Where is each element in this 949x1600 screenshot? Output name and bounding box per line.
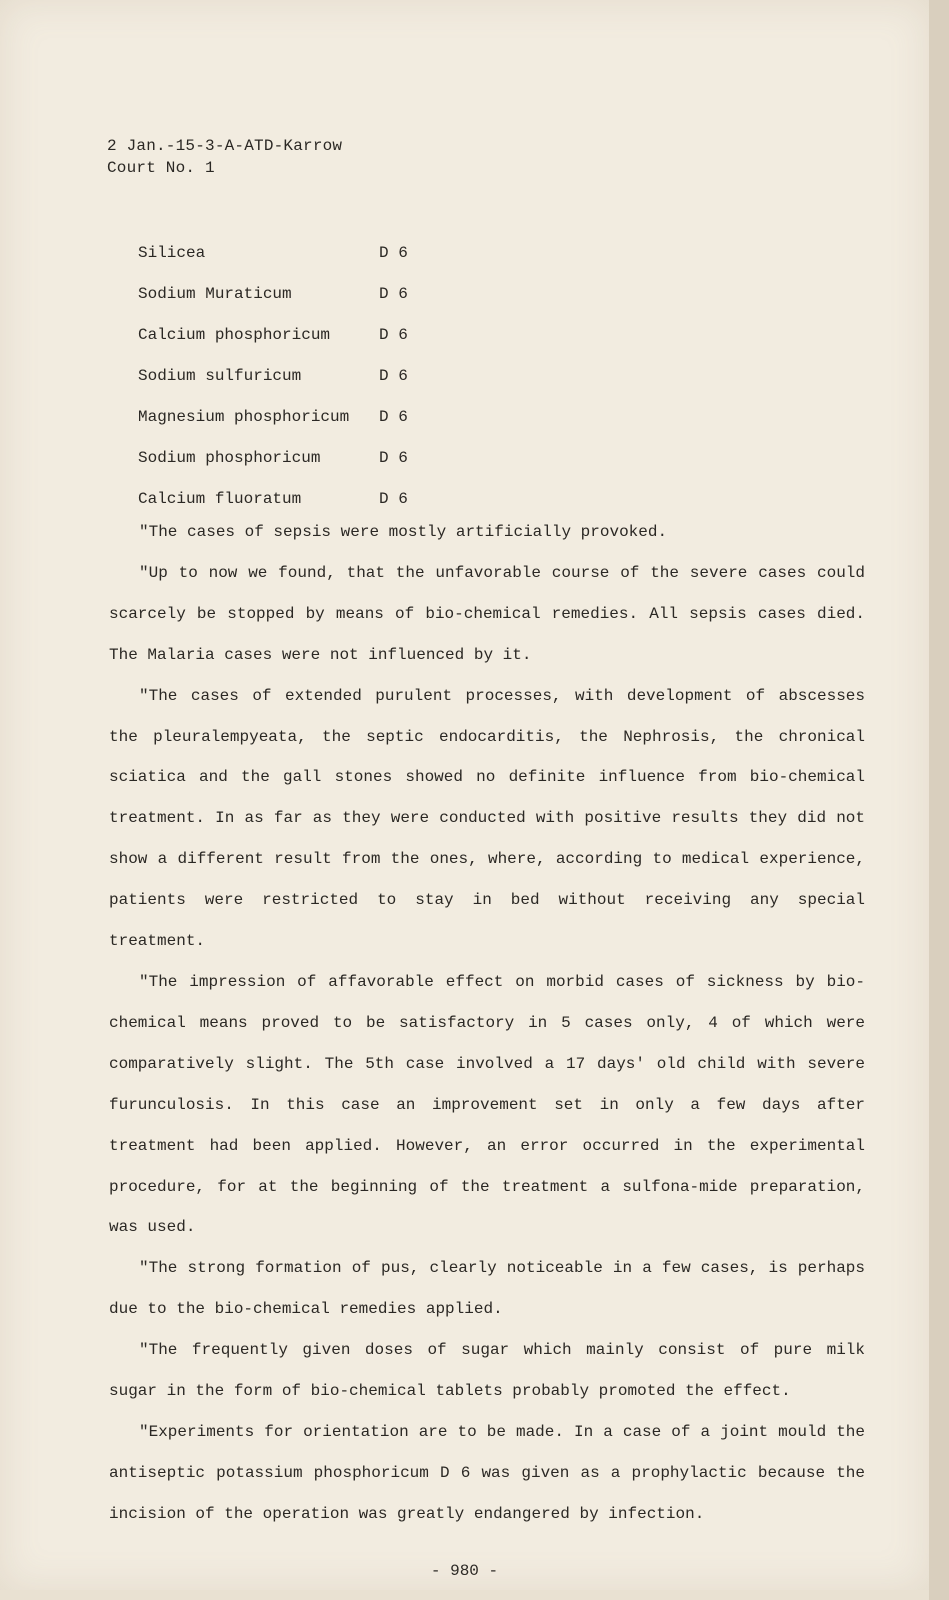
remedy-dose: D 6	[379, 366, 408, 385]
header-reference: 2 Jan.-15-3-A-ATD-Karrow	[107, 137, 343, 155]
remedy-row	[138, 232, 439, 273]
paragraph: "Up to now we found, that the unfavorable course of the severe cases could scarcely be stopped by means of bio-chemical remedies. All sepsis cases died. The Malaria cases were not influenced by it.	[109, 563, 865, 664]
remedy-name: Calcium phosphoricum	[138, 325, 331, 344]
remedy-row	[138, 314, 439, 355]
remedy-name: Magnesium phosphoricum	[138, 407, 350, 426]
paragraph: "The cases of extended purulent processes, with development of abscesses the pleuralempyeata, the septic endocarditis, the Nephrosis, the chronical sciatica and the gall stones showed no definite influence from bio-chemical treatment. In as far as they were conducted with positive results they did not show a different result from the ones, where, according to medical experience, patients were restricted to stay in bed without receiving any special treatment.	[109, 686, 865, 951]
remedy-dose: D 6	[379, 407, 408, 426]
page-edge	[929, 0, 949, 1600]
remedy-row	[138, 396, 439, 437]
remedy-row	[138, 355, 439, 396]
remedy-row	[138, 273, 439, 314]
remedy-dose: D 6	[379, 284, 408, 303]
page-number: - 980 -	[430, 1562, 499, 1580]
paragraph: "Experiments for orientation are to be made. In a case of a joint mould the antiseptic potassium phosphoricum D 6 was given as a prophylactic because the incision of the operation was greatly endangered by infection.	[109, 1422, 865, 1523]
paragraph: "The frequently given doses of sugar which mainly consist of pure milk sugar in the form of bio-chemical tablets probably promoted the effect.	[109, 1341, 865, 1401]
remedy-dose: D 6	[379, 489, 408, 508]
remedy-name: Sodium phosphoricum	[138, 448, 321, 467]
paragraph: "The strong formation of pus, clearly noticeable in a few cases, is perhaps due to the bio-chemical remedies applied.	[109, 1259, 865, 1319]
remedy-name: Sodium sulfuricum	[138, 366, 302, 385]
remedy-row	[138, 437, 439, 478]
document-body	[109, 512, 865, 1535]
remedy-name: Calcium fluoratum	[138, 489, 302, 508]
remedy-dose: D 6	[379, 448, 408, 467]
remedy-dose: D 6	[379, 325, 408, 344]
paragraph: "The impression of affavorable effect on morbid cases of sickness by bio-chemical means proved to be satisfactory in 5 cases only, 4 of which were comparatively slight. The 5th case involved a 17 days' old child with severe furunculosis. In this case an improvement set in only a few days after treatment had been applied. However, an error occurred in the experimental procedure, for at the beginning of the treatment a sulfona-mide preparation, was used.	[109, 972, 865, 1237]
remedy-dose: D 6	[379, 243, 408, 262]
document-header	[107, 135, 342, 179]
paragraph: "The cases of sepsis were mostly artificially provoked.	[139, 523, 668, 541]
remedy-list	[138, 232, 439, 519]
remedy-name: Sodium Muraticum	[138, 284, 292, 303]
header-court: Court No. 1	[107, 159, 215, 177]
remedy-name: Silicea	[138, 243, 206, 262]
